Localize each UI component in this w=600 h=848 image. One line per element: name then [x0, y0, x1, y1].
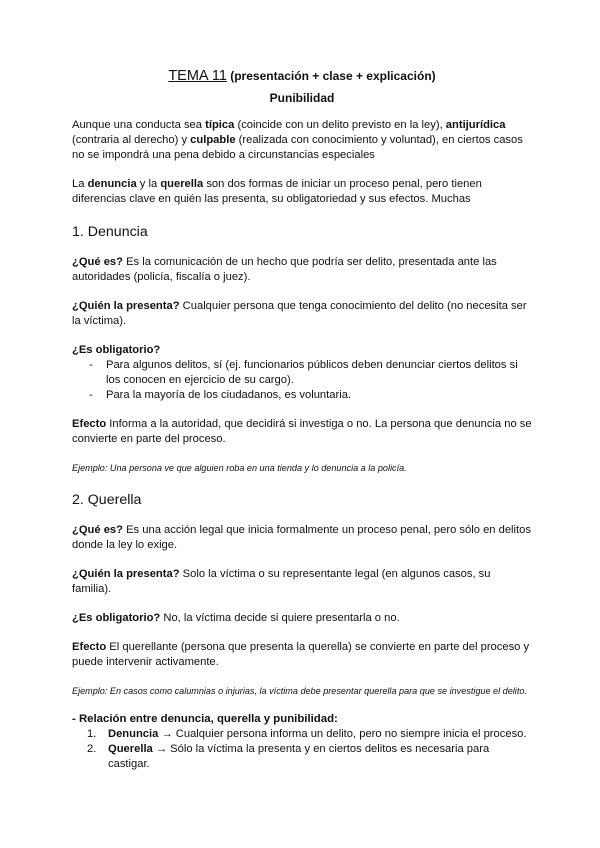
- denuncia-quien: ¿Quién la presenta? Cualquier persona que tenga conocimiento del delito (no necesita ser la víctima).: [72, 300, 527, 327]
- querella-que-es: ¿Qué es? Es una acción legal que inicia formalmente un proceso penal, pero sólo en delitos donde la ley lo exige.: [72, 524, 531, 551]
- intro-paragraph-1: Aunque una conducta sea típica (coincide con un delito previsto en la ley), antijurídica (contraria al derecho) y culpable (realizada con conocimiento y voluntad), en ciertos casos no se impondrá una pena debido a circunstancias especiales: [72, 119, 523, 161]
- querella-efecto: Efecto El querellante (persona que presenta la querella) se convierte en parte del proceso y puede intervenir activamente.: [72, 641, 530, 668]
- querella-example: Ejemplo: En casos como calumnias o injurias, la víctima debe presentar querella para que se investigue el delito.: [72, 686, 527, 696]
- list-item: - Para la mayoría de los ciudadanos, es voluntaria.: [89, 389, 352, 401]
- section-heading-querella: 2. Querella: [72, 492, 142, 508]
- querella-quien: ¿Quién la presenta? Solo la víctima o su representante legal (en algunos casos, su familia).: [72, 568, 491, 595]
- document-title: [72, 68, 532, 84]
- querella-obligatorio: ¿Es obligatorio? No, la víctima decide si quiere presentarla o no.: [72, 612, 400, 624]
- document-subtitle: Punibilidad: [269, 91, 335, 105]
- list-item: - Para algunos delitos, sí (ej. funcionarios públicos deben denunciar ciertos delitos si los conocen en ejercicio de su cargo).: [89, 359, 518, 386]
- relation-list: [72, 727, 532, 772]
- denuncia-obligatorio-list: [72, 358, 532, 403]
- relation-heading: - Relación entre denuncia, querella y punibilidad:: [72, 713, 338, 725]
- list-item: 2. Querella → Sólo la víctima la presenta y en ciertos delitos es necesaria para castigar.: [87, 743, 490, 770]
- title-sub: (presentación + clase + explicación): [226, 69, 436, 83]
- title-main: TEMA 11: [168, 68, 227, 84]
- document-page: [72, 68, 532, 772]
- denuncia-obligatorio: ¿Es obligatorio?: [72, 344, 161, 356]
- section-heading-denuncia: 1. Denuncia: [72, 224, 148, 240]
- denuncia-efecto: Efecto Informa a la autoridad, que decidirá si investiga o no. La persona que denuncia no se convierte en parte del proceso.: [72, 418, 532, 445]
- denuncia-que-es: ¿Qué es? Es la comunicación de un hecho que podría ser delito, presentada ante las autoridades (policía, fiscalía o juez).: [72, 256, 497, 283]
- list-item: 1. Denuncia → Cualquier persona informa un delito, pero no siempre inicia el proceso.: [87, 728, 527, 740]
- intro-paragraph-2: La denuncia y la querella son dos formas de iniciar un proceso penal, pero tienen diferencias clave en quién las presenta, su obligatoriedad y sus efectos. Muchas: [72, 178, 482, 205]
- denuncia-example: Ejemplo: Una persona ve que alguien roba en una tienda y lo denuncia a la policía.: [72, 463, 407, 473]
